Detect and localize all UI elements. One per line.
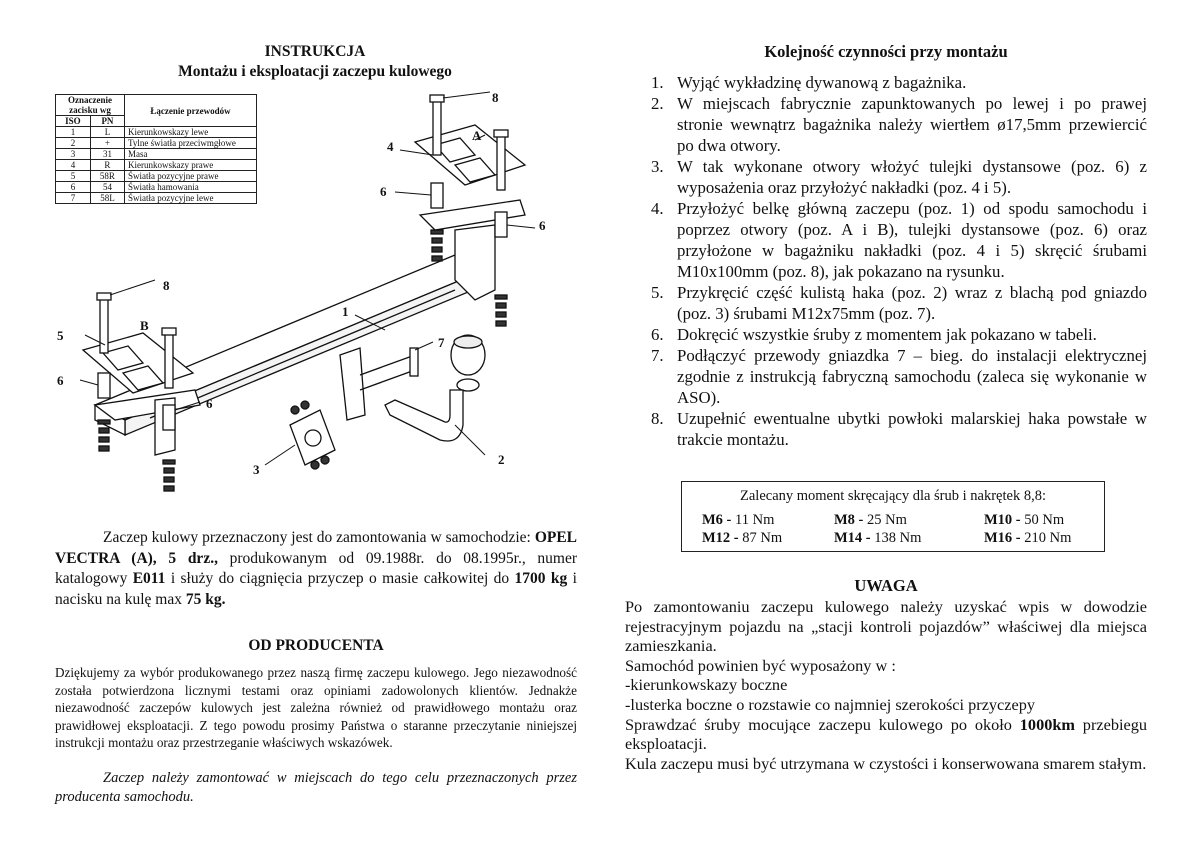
warning-indicators: -kierunkowskazy boczne	[625, 675, 788, 695]
diagram-label-2: 2	[498, 452, 505, 467]
warning-equipment: Samochód powinien być wyposażony w :	[625, 655, 896, 675]
warning-ball-maintenance: Kula zaczepu musi być utrzymana w czystości i konserwowana smarem stałym.	[625, 753, 1147, 773]
list-item: 6. Dokręcić wszystkie śruby z momentem jak pokazano w tabeli.	[651, 325, 1097, 344]
assembly-steps-list	[625, 72, 1147, 450]
diagram-label-A: A	[472, 128, 482, 143]
table-row: 6 54 Światła hamowania	[56, 182, 257, 193]
torque-m10: M10 - 50 Nm	[984, 512, 1065, 528]
diagram-label-4: 4	[387, 139, 394, 154]
ball-hook-2	[385, 335, 485, 441]
vehicle-model: OPEL VECTRA (A), 5 drz.,	[55, 529, 578, 567]
torque-m16: M16 - 210 Nm	[984, 530, 1072, 546]
warning-mirrors: -lusterka boczne o rozstawie co najmniej szerokości przyczepy	[625, 694, 1036, 714]
title-line-1: INSTRUKCJA	[264, 43, 366, 60]
producer-note: Zaczep należy zamontować w miejscach do tego celu przeznaczonych przez producenta samochodu.	[55, 770, 577, 805]
assembly-steps-title: Kolejność czynności przy montażu	[764, 42, 1008, 61]
list-item: 5. Przykręcić część kulistą haka (poz. 2) wraz z blachą pod gniazdo (poz. 3) śrubami M12x75mm (poz. 7).	[651, 283, 1147, 323]
list-item: 4. Przyłożyć belkę główną zaczepu (poz. 1) od spodu samochodu i poprzez otwory (poz. A i B), tulejki dystansowe (poz. 6) oraz przyłożone w bagażniku nakładki (poz. 4 i 5) skręcić śrubami M10x100mm (poz. 8), jak pokazano na rysunku.	[651, 199, 1147, 281]
torque-m6: M6 - 11 Nm	[702, 512, 775, 528]
diagram-label-1: 1	[342, 304, 349, 319]
wiring-header-pn: PN	[90, 116, 124, 127]
diagram-label-B: B	[140, 318, 149, 333]
catalog-number: E011	[132, 570, 166, 587]
table-row: 4 R Kierunkowskazy prawe	[56, 160, 257, 171]
list-item: 8. Uzupełnić ewentualne ubytki powłoki malarskiej haka powstałe w trakcie montażu.	[651, 409, 1147, 449]
table-row: 7 58L Światła pozycyjne lewe	[56, 193, 257, 204]
list-item: 1. Wyjąć wykładzinę dywanową z bagażnika.	[651, 73, 967, 92]
vehicle-description: Zaczep kulowy przeznaczony jest do zamontowania w samochodzie: OPEL VECTRA (A), 5 drz., produkowanym od 09.1988r. do 08.1995r., numer katalogowy E011 i służy do ciągnięcia przyczep o masie całkowitej do 1700 kg i nacisku na kulę max 75 kg.	[55, 529, 578, 608]
torque-m8: M8 - 25 Nm	[834, 512, 907, 528]
socket-plate-3	[290, 401, 335, 469]
wiring-table	[55, 94, 257, 204]
list-item: 7. Podłączyć przewody gniazdka 7 – bieg. do instalacji elektrycznej zgodnie z instrukcją fabryczną samochodu (zaleca się wykonanie w ASO).	[651, 346, 1147, 407]
list-item: 2. W miejscach fabrycznie zapunktowanych po lewej i po prawej stronie wewnątrz bagażnika należy wiertłem ø17,5mm przewiercić po dwa otwory.	[651, 94, 1147, 155]
torque-m12: M12 - 87 Nm	[702, 530, 783, 546]
diagram-label-7: 7	[438, 335, 445, 350]
diagram-label-6-right-top: 6	[380, 184, 387, 199]
max-trailer-mass: 1700 kg	[514, 570, 568, 587]
warning-registration: Po zamontowaniu zaczepu kulowego należy uzyskać wpis w dowodzie rejestracyjnym pojazdu na „stacji kontroli pojazdów” właściwej dla miejsca zamieszkania.	[625, 597, 1147, 656]
warning-heading: UWAGA	[854, 576, 918, 595]
torque-m14: M14 - 138 Nm	[834, 530, 922, 546]
wiring-header-connection: Łączenie przewodów	[125, 95, 257, 127]
wiring-header-designation: Oznaczenie zacisku wg	[56, 95, 125, 116]
diagram-label-5: 5	[57, 328, 64, 343]
producer-paragraph: Dziękujemy za wybór produkowanego przez naszą firmę zaczepu kulowego. Jego niezawodność została potwierdzona licznymi testami oraz opiniami zadowolonych klientów. Jednakże niezawodność zaczepów kulowych jest zależna również od prawidłowego montażu oraz prawidłowej eksploatacji. Z tego powodu prosimy Państwa o staranne przeczytanie niniejszej instrukcji montażu oraz przestrzeganie właściwych wskazówek.	[55, 665, 577, 750]
torque-title: Zalecany moment skręcający dla śrub i nakrętek 8,8:	[740, 488, 1046, 504]
list-item: 3. W tak wykonane otwory włożyć tulejki dystansowe (poz. 6) z wyposażenia oraz przyłożyć nakładki (poz. 4 i 5).	[651, 157, 1147, 197]
table-row: 2 + Tylne światła przeciwmgłowe	[56, 138, 257, 149]
torque-table	[681, 481, 1105, 552]
diagram-label-6-right-bottom: 6	[539, 218, 546, 233]
table-row: 5 58R Światła pozycyjne prawe	[56, 171, 257, 182]
warning-bolt-check: Sprawdzać śruby mocujące zaczepu kulowego po około 1000km przebiegu eksploatacji.	[625, 714, 1147, 754]
diagram-label-8-left: 8	[163, 278, 170, 293]
diagram-label-6-left-bottom: 6	[206, 396, 213, 411]
diagram-label-3: 3	[253, 462, 260, 477]
warning-body	[625, 597, 1147, 773]
wiring-header-iso: ISO	[56, 116, 91, 127]
producer-heading: OD PRODUCENTA	[248, 637, 384, 654]
table-row: 1 L Kierunkowskazy lewe	[56, 127, 257, 138]
instruction-title	[55, 42, 575, 82]
title-line-2: Montażu i eksploatacji zaczepu kulowego	[178, 63, 452, 80]
diagram-label-8-right: 8	[492, 90, 499, 105]
max-ball-load: 75 kg.	[185, 590, 226, 608]
diagram-label-6-left-top: 6	[57, 373, 64, 388]
table-row: 3 31 Masa	[56, 149, 257, 160]
